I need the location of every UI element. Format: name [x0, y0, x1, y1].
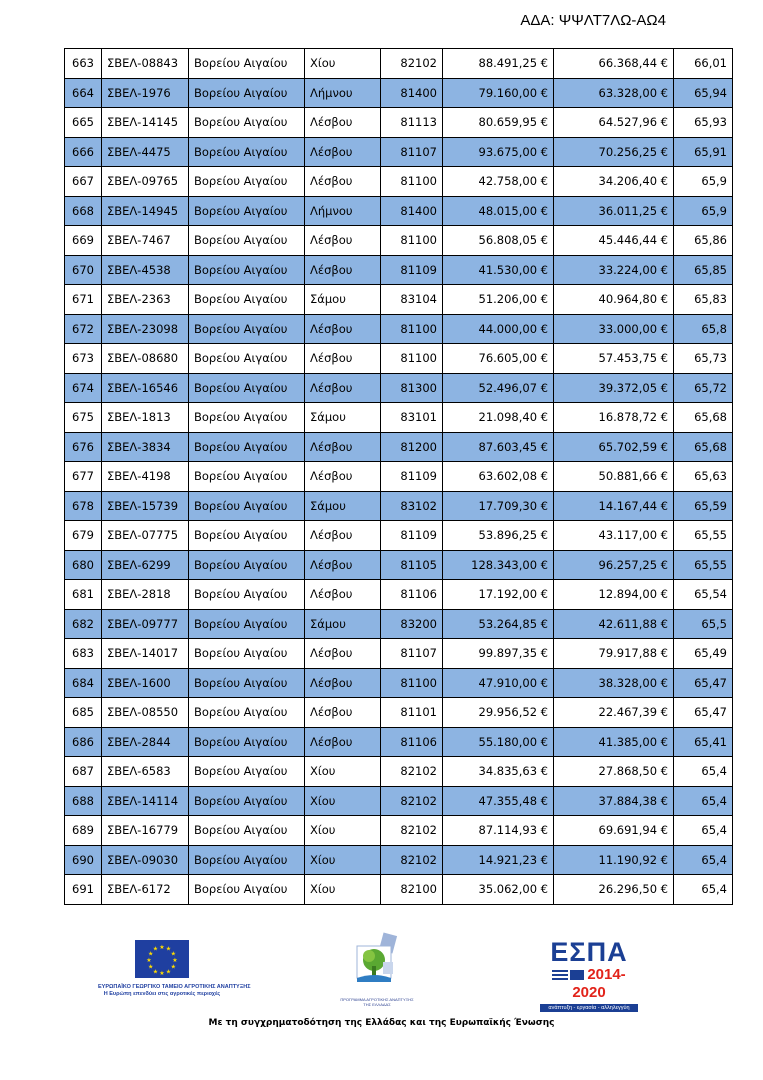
application-code-cell: ΣΒΕΛ-4475	[102, 137, 189, 167]
table-row	[65, 344, 733, 374]
postal-code-cell: 81101	[381, 698, 443, 728]
score-cell: 65,4	[674, 816, 733, 846]
row-number-cell: 663	[65, 49, 102, 79]
score-cell: 65,68	[674, 432, 733, 462]
score-cell: 65,5	[674, 609, 733, 639]
rural-development-logo	[340, 932, 414, 1007]
score-cell: 65,54	[674, 580, 733, 610]
region-cell: Βορείου Αιγαίου	[189, 698, 305, 728]
postal-code-cell: 81100	[381, 668, 443, 698]
subsidy-amount-cell: 66.368,44 €	[554, 49, 674, 79]
table-row	[65, 49, 733, 79]
postal-code-cell: 81109	[381, 521, 443, 551]
table-row	[65, 698, 733, 728]
row-number-cell: 678	[65, 491, 102, 521]
rural-development-caption-line2: ΤΗΣ ΕΛΛΑΔΑΣ	[363, 1002, 391, 1007]
region-cell: Βορείου Αιγαίου	[189, 550, 305, 580]
prefecture-cell: Λήμνου	[305, 78, 381, 108]
svg-text:★: ★	[159, 944, 165, 951]
region-cell: Βορείου Αιγαίου	[189, 108, 305, 138]
postal-code-cell: 81106	[381, 580, 443, 610]
prefecture-cell: Λέσβου	[305, 727, 381, 757]
espa-years	[540, 966, 638, 1002]
application-code-cell: ΣΒΕΛ-3834	[102, 432, 189, 462]
prefecture-cell: Λέσβου	[305, 108, 381, 138]
subsidy-amount-cell: 63.328,00 €	[554, 78, 674, 108]
table-row	[65, 373, 733, 403]
ada-code: ΑΔΑ: ΨΨΛΤ7ΛΩ-ΑΩ4	[520, 12, 666, 29]
score-cell: 65,59	[674, 491, 733, 521]
svg-text:★: ★	[165, 968, 172, 976]
table-row	[65, 78, 733, 108]
row-number-cell: 676	[65, 432, 102, 462]
score-cell: 65,93	[674, 108, 733, 138]
subsidy-amount-cell: 26.296,50 €	[554, 875, 674, 905]
row-number-cell: 666	[65, 137, 102, 167]
postal-code-cell: 81100	[381, 314, 443, 344]
svg-text:★: ★	[148, 963, 154, 971]
budget-amount-cell: 17.709,30 €	[443, 491, 554, 521]
budget-amount-cell: 79.160,00 €	[443, 78, 554, 108]
budget-amount-cell: 80.659,95 €	[443, 108, 554, 138]
row-number-cell: 672	[65, 314, 102, 344]
prefecture-cell: Σάμου	[305, 609, 381, 639]
subsidy-amount-cell: 22.467,39 €	[554, 698, 674, 728]
region-cell: Βορείου Αιγαίου	[189, 314, 305, 344]
table-body	[65, 49, 733, 905]
postal-code-cell: 82100	[381, 875, 443, 905]
score-cell: 65,4	[674, 845, 733, 875]
svg-text:★: ★	[148, 950, 154, 958]
prefecture-cell: Λέσβου	[305, 432, 381, 462]
budget-amount-cell: 55.180,00 €	[443, 727, 554, 757]
application-code-cell: ΣΒΕΛ-08550	[102, 698, 189, 728]
table-row	[65, 491, 733, 521]
table-row	[65, 668, 733, 698]
prefecture-cell: Σάμου	[305, 285, 381, 315]
table-row	[65, 167, 733, 197]
score-cell: 65,85	[674, 255, 733, 285]
eafrd-caption-line2: Η Ευρώπη επενδύει στις αγροτικές περιοχές	[103, 991, 221, 997]
eafrd-caption-line1: ΕΥΡΩΠΑΪΚΟ ΓΕΩΡΓΙΚΟ ΤΑΜΕΙΟ ΑΓΡΟΤΙΚΗΣ ΑΝΑΠΤΥΞΗΣ	[98, 984, 251, 990]
subsidy-amount-cell: 37.884,38 €	[554, 786, 674, 816]
score-cell: 65,55	[674, 521, 733, 551]
prefecture-cell: Λέσβου	[305, 226, 381, 256]
score-cell: 65,8	[674, 314, 733, 344]
postal-code-cell: 82102	[381, 816, 443, 846]
budget-amount-cell: 76.605,00 €	[443, 344, 554, 374]
prefecture-cell: Λέσβου	[305, 550, 381, 580]
table-row	[65, 255, 733, 285]
prefecture-cell: Λέσβου	[305, 639, 381, 669]
espa-years-text: 2014-2020	[572, 966, 626, 1001]
postal-code-cell: 83101	[381, 403, 443, 433]
prefecture-cell: Λέσβου	[305, 580, 381, 610]
postal-code-cell: 81106	[381, 727, 443, 757]
table-row	[65, 580, 733, 610]
prefecture-cell: Λέσβου	[305, 255, 381, 285]
table-row	[65, 108, 733, 138]
budget-amount-cell: 52.496,07 €	[443, 373, 554, 403]
row-number-cell: 683	[65, 639, 102, 669]
region-cell: Βορείου Αιγαίου	[189, 167, 305, 197]
row-number-cell: 686	[65, 727, 102, 757]
application-code-cell: ΣΒΕΛ-2818	[102, 580, 189, 610]
eu-small-flag-icon	[570, 970, 584, 980]
prefecture-cell: Σάμου	[305, 491, 381, 521]
table-row	[65, 639, 733, 669]
row-number-cell: 691	[65, 875, 102, 905]
row-number-cell: 681	[65, 580, 102, 610]
application-code-cell: ΣΒΕΛ-1813	[102, 403, 189, 433]
prefecture-cell: Χίου	[305, 845, 381, 875]
footer-logos	[0, 930, 763, 1040]
application-code-cell: ΣΒΕΛ-14114	[102, 786, 189, 816]
row-number-cell: 690	[65, 845, 102, 875]
prefecture-cell: Λήμνου	[305, 196, 381, 226]
beneficiaries-table	[64, 48, 733, 905]
row-number-cell: 673	[65, 344, 102, 374]
prefecture-cell: Χίου	[305, 875, 381, 905]
budget-amount-cell: 44.000,00 €	[443, 314, 554, 344]
score-cell: 66,01	[674, 49, 733, 79]
row-number-cell: 668	[65, 196, 102, 226]
application-code-cell: ΣΒΕΛ-1600	[102, 668, 189, 698]
budget-amount-cell: 14.921,23 €	[443, 845, 554, 875]
budget-amount-cell: 87.603,45 €	[443, 432, 554, 462]
table-row	[65, 550, 733, 580]
budget-amount-cell: 99.897,35 €	[443, 639, 554, 669]
application-code-cell: ΣΒΕΛ-16546	[102, 373, 189, 403]
table-row	[65, 757, 733, 787]
region-cell: Βορείου Αιγαίου	[189, 845, 305, 875]
rural-development-caption	[340, 997, 414, 1007]
region-cell: Βορείου Αιγαίου	[189, 875, 305, 905]
postal-code-cell: 81109	[381, 255, 443, 285]
table-row	[65, 786, 733, 816]
row-number-cell: 674	[65, 373, 102, 403]
score-cell: 65,72	[674, 373, 733, 403]
region-cell: Βορείου Αιγαίου	[189, 639, 305, 669]
subsidy-amount-cell: 50.881,66 €	[554, 462, 674, 492]
svg-text:★: ★	[165, 945, 172, 953]
postal-code-cell: 81400	[381, 196, 443, 226]
postal-code-cell: 83104	[381, 285, 443, 315]
prefecture-cell: Λέσβου	[305, 668, 381, 698]
application-code-cell: ΣΒΕΛ-4538	[102, 255, 189, 285]
application-code-cell: ΣΒΕΛ-09030	[102, 845, 189, 875]
table-row	[65, 285, 733, 315]
budget-amount-cell: 17.192,00 €	[443, 580, 554, 610]
application-code-cell: ΣΒΕΛ-6583	[102, 757, 189, 787]
application-code-cell: ΣΒΕΛ-6299	[102, 550, 189, 580]
application-code-cell: ΣΒΕΛ-16779	[102, 816, 189, 846]
subsidy-amount-cell: 34.206,40 €	[554, 167, 674, 197]
prefecture-cell: Λέσβου	[305, 698, 381, 728]
prefecture-cell: Χίου	[305, 816, 381, 846]
region-cell: Βορείου Αιγαίου	[189, 403, 305, 433]
row-number-cell: 664	[65, 78, 102, 108]
score-cell: 65,4	[674, 786, 733, 816]
budget-amount-cell: 87.114,93 €	[443, 816, 554, 846]
row-number-cell: 688	[65, 786, 102, 816]
application-code-cell: ΣΒΕΛ-23098	[102, 314, 189, 344]
subsidy-amount-cell: 45.446,44 €	[554, 226, 674, 256]
subsidy-amount-cell: 38.328,00 €	[554, 668, 674, 698]
row-number-cell: 685	[65, 698, 102, 728]
postal-code-cell: 81400	[381, 78, 443, 108]
postal-code-cell: 81109	[381, 462, 443, 492]
subsidy-amount-cell: 65.702,59 €	[554, 432, 674, 462]
budget-amount-cell: 42.758,00 €	[443, 167, 554, 197]
region-cell: Βορείου Αιγαίου	[189, 78, 305, 108]
region-cell: Βορείου Αιγαίου	[189, 137, 305, 167]
prefecture-cell: Λέσβου	[305, 462, 381, 492]
application-code-cell: ΣΒΕΛ-09777	[102, 609, 189, 639]
table-row	[65, 462, 733, 492]
application-code-cell: ΣΒΕΛ-15739	[102, 491, 189, 521]
svg-text:★: ★	[172, 957, 178, 964]
score-cell: 65,94	[674, 78, 733, 108]
table-row	[65, 226, 733, 256]
table-row	[65, 845, 733, 875]
region-cell: Βορείου Αιγαίου	[189, 373, 305, 403]
score-cell: 65,4	[674, 875, 733, 905]
application-code-cell: ΣΒΕΛ-08843	[102, 49, 189, 79]
svg-text:★: ★	[170, 963, 176, 971]
postal-code-cell: 82102	[381, 757, 443, 787]
subsidy-amount-cell: 12.894,00 €	[554, 580, 674, 610]
budget-amount-cell: 53.264,85 €	[443, 609, 554, 639]
score-cell: 65,9	[674, 167, 733, 197]
application-code-cell: ΣΒΕΛ-14017	[102, 639, 189, 669]
region-cell: Βορείου Αιγαίου	[189, 285, 305, 315]
prefecture-cell: Χίου	[305, 786, 381, 816]
subsidy-amount-cell: 11.190,92 €	[554, 845, 674, 875]
cofunding-statement: Με τη συγχρηματοδότηση της Ελλάδας και της Ευρωπαϊκής Ένωσης	[208, 1018, 555, 1028]
score-cell: 65,41	[674, 727, 733, 757]
greek-flag-icon	[552, 970, 568, 980]
score-cell: 65,73	[674, 344, 733, 374]
postal-code-cell: 82102	[381, 49, 443, 79]
region-cell: Βορείου Αιγαίου	[189, 344, 305, 374]
table-row	[65, 521, 733, 551]
application-code-cell: ΣΒΕΛ-6172	[102, 875, 189, 905]
score-cell: 65,68	[674, 403, 733, 433]
region-cell: Βορείου Αιγαίου	[189, 757, 305, 787]
row-number-cell: 677	[65, 462, 102, 492]
subsidy-amount-cell: 36.011,25 €	[554, 196, 674, 226]
region-cell: Βορείου Αιγαίου	[189, 727, 305, 757]
budget-amount-cell: 41.530,00 €	[443, 255, 554, 285]
region-cell: Βορείου Αιγαίου	[189, 226, 305, 256]
subsidy-amount-cell: 27.868,50 €	[554, 757, 674, 787]
subsidy-amount-cell: 79.917,88 €	[554, 639, 674, 669]
svg-text:★: ★	[146, 957, 152, 964]
application-code-cell: ΣΒΕΛ-14945	[102, 196, 189, 226]
rural-development-caption-line1: ΠΡΟΓΡΑΜΜΑ ΑΓΡΟΤΙΚΗΣ ΑΝΑΠΤΥΞΗΣ	[340, 997, 414, 1002]
svg-text:★: ★	[152, 968, 159, 976]
subsidy-amount-cell: 57.453,75 €	[554, 344, 674, 374]
postal-code-cell: 81100	[381, 344, 443, 374]
table-row	[65, 196, 733, 226]
score-cell: 65,91	[674, 137, 733, 167]
subsidy-amount-cell: 43.117,00 €	[554, 521, 674, 551]
region-cell: Βορείου Αιγαίου	[189, 521, 305, 551]
row-number-cell: 667	[65, 167, 102, 197]
row-number-cell: 665	[65, 108, 102, 138]
budget-amount-cell: 47.910,00 €	[443, 668, 554, 698]
score-cell: 65,47	[674, 668, 733, 698]
espa-logo	[540, 938, 638, 1012]
budget-amount-cell: 21.098,40 €	[443, 403, 554, 433]
budget-amount-cell: 48.015,00 €	[443, 196, 554, 226]
eafrd-caption	[98, 984, 251, 998]
region-cell: Βορείου Αιγαίου	[189, 49, 305, 79]
subsidy-amount-cell: 42.611,88 €	[554, 609, 674, 639]
region-cell: Βορείου Αιγαίου	[189, 609, 305, 639]
svg-text:★: ★	[152, 945, 159, 953]
score-cell: 65,86	[674, 226, 733, 256]
budget-amount-cell: 128.343,00 €	[443, 550, 554, 580]
prefecture-cell: Χίου	[305, 757, 381, 787]
prefecture-cell: Σάμου	[305, 403, 381, 433]
postal-code-cell: 81105	[381, 550, 443, 580]
espa-slogan: ανάπτυξη - εργασία - αλληλεγγύη	[540, 1004, 638, 1012]
application-code-cell: ΣΒΕΛ-09765	[102, 167, 189, 197]
region-cell: Βορείου Αιγαίου	[189, 462, 305, 492]
postal-code-cell: 81107	[381, 137, 443, 167]
prefecture-cell: Λέσβου	[305, 314, 381, 344]
prefecture-cell: Λέσβου	[305, 344, 381, 374]
postal-code-cell: 81100	[381, 226, 443, 256]
application-code-cell: ΣΒΕΛ-7467	[102, 226, 189, 256]
budget-amount-cell: 29.956,52 €	[443, 698, 554, 728]
application-code-cell: ΣΒΕΛ-2844	[102, 727, 189, 757]
row-number-cell: 669	[65, 226, 102, 256]
budget-amount-cell: 53.896,25 €	[443, 521, 554, 551]
region-cell: Βορείου Αιγαίου	[189, 668, 305, 698]
row-number-cell: 680	[65, 550, 102, 580]
region-cell: Βορείου Αιγαίου	[189, 196, 305, 226]
score-cell: 65,49	[674, 639, 733, 669]
region-cell: Βορείου Αιγαίου	[189, 786, 305, 816]
postal-code-cell: 82102	[381, 786, 443, 816]
subsidy-amount-cell: 64.527,96 €	[554, 108, 674, 138]
budget-amount-cell: 93.675,00 €	[443, 137, 554, 167]
budget-amount-cell: 47.355,48 €	[443, 786, 554, 816]
region-cell: Βορείου Αιγαίου	[189, 816, 305, 846]
budget-amount-cell: 56.808,05 €	[443, 226, 554, 256]
postal-code-cell: 81113	[381, 108, 443, 138]
subsidy-amount-cell: 14.167,44 €	[554, 491, 674, 521]
postal-code-cell: 81100	[381, 167, 443, 197]
budget-amount-cell: 51.206,00 €	[443, 285, 554, 315]
subsidy-amount-cell: 40.964,80 €	[554, 285, 674, 315]
application-code-cell: ΣΒΕΛ-4198	[102, 462, 189, 492]
application-code-cell: ΣΒΕΛ-1976	[102, 78, 189, 108]
table-row	[65, 403, 733, 433]
table-row	[65, 432, 733, 462]
score-cell: 65,63	[674, 462, 733, 492]
prefecture-cell: Λέσβου	[305, 373, 381, 403]
region-cell: Βορείου Αιγαίου	[189, 255, 305, 285]
prefecture-cell: Λέσβου	[305, 521, 381, 551]
row-number-cell: 682	[65, 609, 102, 639]
region-cell: Βορείου Αιγαίου	[189, 580, 305, 610]
score-cell: 65,55	[674, 550, 733, 580]
table-row	[65, 609, 733, 639]
prefecture-cell: Χίου	[305, 49, 381, 79]
subsidy-amount-cell: 33.000,00 €	[554, 314, 674, 344]
row-number-cell: 684	[65, 668, 102, 698]
svg-text:★: ★	[170, 950, 176, 958]
eafrd-logo	[98, 940, 251, 998]
postal-code-cell: 81107	[381, 639, 443, 669]
subsidy-amount-cell: 16.878,72 €	[554, 403, 674, 433]
score-cell: 65,9	[674, 196, 733, 226]
table-row	[65, 314, 733, 344]
row-number-cell: 689	[65, 816, 102, 846]
score-cell: 65,83	[674, 285, 733, 315]
subsidy-amount-cell: 96.257,25 €	[554, 550, 674, 580]
budget-amount-cell: 63.602,08 €	[443, 462, 554, 492]
table-row	[65, 816, 733, 846]
score-cell: 65,47	[674, 698, 733, 728]
table-row	[65, 137, 733, 167]
application-code-cell: ΣΒΕΛ-07775	[102, 521, 189, 551]
budget-amount-cell: 34.835,63 €	[443, 757, 554, 787]
score-cell: 65,4	[674, 757, 733, 787]
application-code-cell: ΣΒΕΛ-14145	[102, 108, 189, 138]
row-number-cell: 679	[65, 521, 102, 551]
eu-flag-icon	[135, 940, 189, 978]
subsidy-amount-cell: 33.224,00 €	[554, 255, 674, 285]
postal-code-cell: 81300	[381, 373, 443, 403]
application-code-cell: ΣΒΕΛ-2363	[102, 285, 189, 315]
table-row	[65, 727, 733, 757]
table-row	[65, 875, 733, 905]
postal-code-cell: 83102	[381, 491, 443, 521]
budget-amount-cell: 35.062,00 €	[443, 875, 554, 905]
prefecture-cell: Λέσβου	[305, 167, 381, 197]
region-cell: Βορείου Αιγαίου	[189, 491, 305, 521]
row-number-cell: 671	[65, 285, 102, 315]
row-number-cell: 687	[65, 757, 102, 787]
postal-code-cell: 82102	[381, 845, 443, 875]
row-number-cell: 675	[65, 403, 102, 433]
subsidy-amount-cell: 69.691,94 €	[554, 816, 674, 846]
subsidy-amount-cell: 39.372,05 €	[554, 373, 674, 403]
postal-code-cell: 81200	[381, 432, 443, 462]
prefecture-cell: Λέσβου	[305, 137, 381, 167]
subsidy-amount-cell: 41.385,00 €	[554, 727, 674, 757]
region-cell: Βορείου Αιγαίου	[189, 432, 305, 462]
rural-development-emblem-icon	[347, 932, 407, 990]
budget-amount-cell: 88.491,25 €	[443, 49, 554, 79]
espa-title: ΕΣΠΑ	[550, 937, 628, 967]
subsidy-amount-cell: 70.256,25 €	[554, 137, 674, 167]
svg-text:★: ★	[159, 970, 165, 977]
application-code-cell: ΣΒΕΛ-08680	[102, 344, 189, 374]
row-number-cell: 670	[65, 255, 102, 285]
postal-code-cell: 83200	[381, 609, 443, 639]
